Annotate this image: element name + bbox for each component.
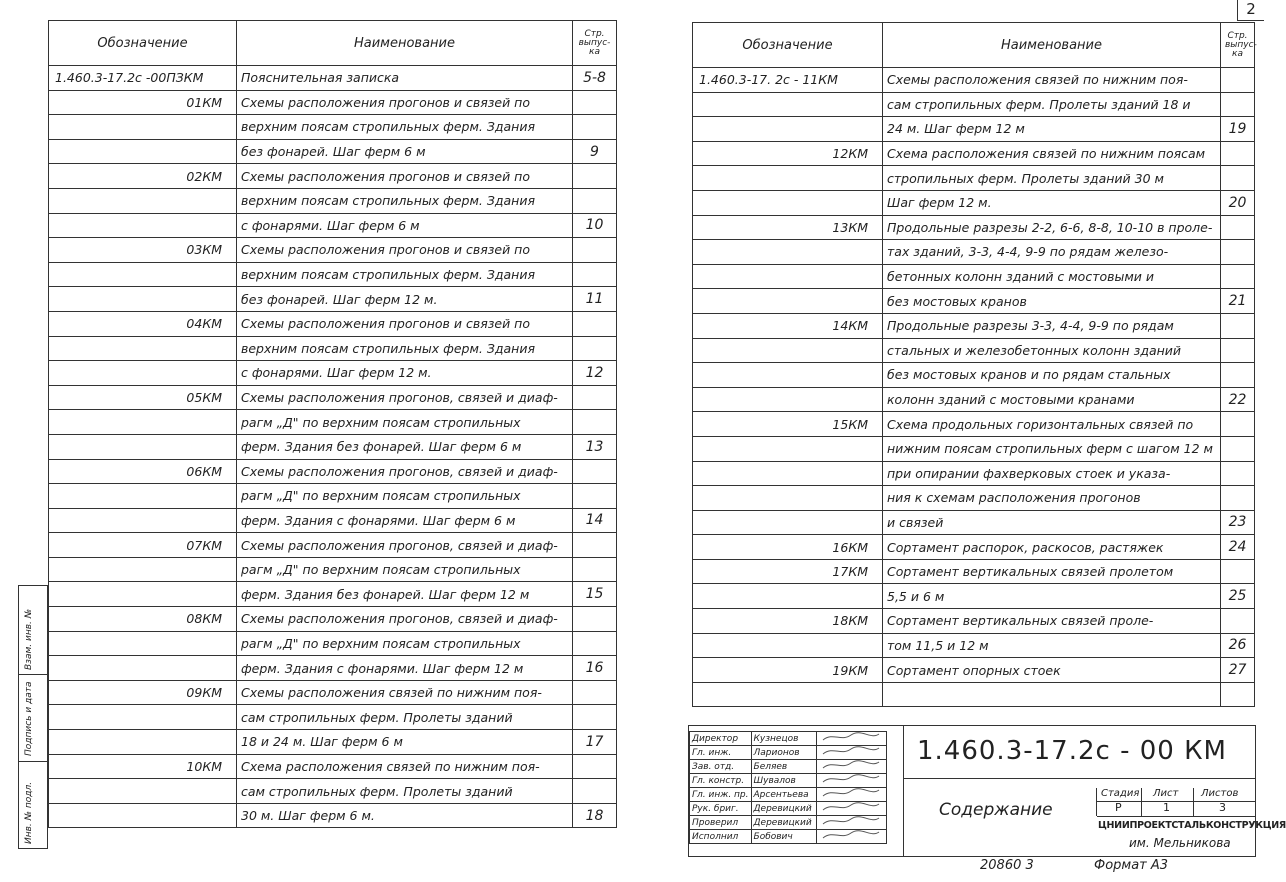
signature-person: Арсентьева: [751, 788, 817, 802]
table-row: [693, 117, 1255, 142]
designation-cell: 12КМ: [693, 141, 883, 166]
page-cell: 26: [1221, 633, 1255, 658]
table-row: [693, 141, 1255, 166]
signature-row: [690, 774, 887, 788]
table-row: [693, 240, 1255, 265]
page-cell: [1221, 338, 1255, 363]
designation-cell: [693, 510, 883, 535]
signature-role: Гл. инж. пр.: [690, 788, 752, 802]
table-row: [49, 533, 617, 558]
table-row: [693, 658, 1255, 683]
table-row: [693, 559, 1255, 584]
name-cell: Схема расположения связей по нижним поя-: [237, 754, 573, 779]
stage-label: Стадия: [1101, 788, 1140, 799]
name-cell: [883, 682, 1221, 707]
document-title: Содержание: [939, 800, 1053, 820]
signature-row: [690, 760, 887, 774]
name-cell: тах зданий, 3-3, 4-4, 9-9 по рядам железо-: [883, 240, 1221, 265]
sheet-number: 2: [1237, 0, 1264, 21]
designation-cell: [49, 188, 237, 213]
designation-cell: [49, 336, 237, 361]
page-cell: [1221, 313, 1255, 338]
page-cell: [573, 680, 617, 705]
page-cell: 12: [573, 361, 617, 386]
table-row: [49, 754, 617, 779]
inventory-number: 20860 3: [980, 858, 1034, 873]
table-row: [49, 287, 617, 312]
header-designation: Обозначение: [693, 23, 883, 68]
document-code: 1.460.3-17.2с - 00 КМ: [917, 736, 1227, 766]
designation-cell: [693, 363, 883, 388]
name-cell: Схемы расположения прогонов, связей и диаф-: [237, 607, 573, 632]
page-cell: [1221, 682, 1255, 707]
page-cell: [1221, 436, 1255, 461]
page-cell: 20: [1221, 190, 1255, 215]
table-row: [49, 656, 617, 681]
sidebar-label-sign: Подпись и дата: [24, 681, 34, 756]
name-cell: стропильных ферм. Пролеты зданий 30 м: [883, 166, 1221, 191]
page-cell: [1221, 166, 1255, 191]
designation-cell: [49, 410, 237, 435]
header-name: Наименование: [237, 21, 573, 66]
signature-mark: [817, 760, 887, 774]
designation-cell: [693, 289, 883, 314]
name-cell: Схема расположения связей по нижним поясам: [883, 141, 1221, 166]
name-cell: ферм. Здания без фонарей. Шаг ферм 6 м: [237, 434, 573, 459]
signature-role: Гл. инж.: [690, 746, 752, 760]
page-cell: [1221, 363, 1255, 388]
contents-table-right: [692, 22, 1255, 707]
page-cell: 15: [573, 582, 617, 607]
page-cell: [1221, 412, 1255, 437]
page-cell: 10: [573, 213, 617, 238]
name-cell: верхним поясам стропильных ферм. Здания: [237, 188, 573, 213]
designation-cell: [693, 436, 883, 461]
table-row: [693, 584, 1255, 609]
signature-mark: [817, 830, 887, 844]
designation-cell: [693, 486, 883, 511]
table-row: [693, 264, 1255, 289]
signature-role: Гл. констр.: [690, 774, 752, 788]
designation-cell: [49, 484, 237, 509]
stage-grid: [1096, 788, 1256, 816]
page-cell: [1221, 141, 1255, 166]
organization-subtitle: им. Мельникова: [1129, 836, 1231, 850]
signature-person: Бобович: [751, 830, 817, 844]
designation-cell: 05КМ: [49, 385, 237, 410]
vertical-divider: [903, 726, 904, 856]
name-cell: стальных и железобетонных колонн зданий: [883, 338, 1221, 363]
designation-cell: 04КМ: [49, 311, 237, 336]
page-cell: [1221, 461, 1255, 486]
designation-cell: [693, 264, 883, 289]
page-cell: 13: [573, 434, 617, 459]
designation-cell: 1.460.3-17. 2с - 11КМ: [693, 68, 883, 93]
page-cell: 9: [573, 139, 617, 164]
name-cell: ферм. Здания без фонарей. Шаг ферм 12 м: [237, 582, 573, 607]
designation-cell: 17КМ: [693, 559, 883, 584]
page-cell: 21: [1221, 289, 1255, 314]
page-cell: [573, 607, 617, 632]
page-cell: 27: [1221, 658, 1255, 683]
sheet-label: Лист: [1153, 788, 1179, 799]
page-cell: [1221, 264, 1255, 289]
page-cell: [573, 557, 617, 582]
table-row: [49, 459, 617, 484]
designation-cell: [49, 656, 237, 681]
name-cell: Сортамент опорных стоек: [883, 658, 1221, 683]
page-cell: [573, 238, 617, 263]
designation-cell: [49, 262, 237, 287]
name-cell: без фонарей. Шаг ферм 6 м: [237, 139, 573, 164]
name-cell: верхним поясам стропильных ферм. Здания: [237, 115, 573, 140]
name-cell: сам стропильных ферм. Пролеты зданий: [237, 779, 573, 804]
table-row: [49, 188, 617, 213]
name-cell: с фонарями. Шаг ферм 12 м.: [237, 361, 573, 386]
name-cell: без мостовых кранов: [883, 289, 1221, 314]
page-cell: [573, 754, 617, 779]
table-row: [693, 436, 1255, 461]
designation-cell: [49, 434, 237, 459]
organization-name: ЦНИИПРОЕКТСТАЛЬКОНСТРУКЦИЯ: [1098, 820, 1286, 831]
name-cell: верхним поясам стропильных ферм. Здания: [237, 262, 573, 287]
sidebar-label-replace: Взам. инв. №: [24, 608, 34, 670]
page-cell: [573, 484, 617, 509]
table-row: [693, 510, 1255, 535]
name-cell: Схемы расположения связей по нижним поя-: [883, 68, 1221, 93]
contents-table-left: [48, 20, 617, 828]
signature-role: Зав. отд.: [690, 760, 752, 774]
table-row: [693, 633, 1255, 658]
signature-person: Ларионов: [751, 746, 817, 760]
designation-cell: [49, 631, 237, 656]
table-row: [693, 387, 1255, 412]
name-cell: ферм. Здания с фонарями. Шаг ферм 6 м: [237, 508, 573, 533]
designation-cell: [49, 730, 237, 755]
page-cell: [1221, 486, 1255, 511]
designation-cell: [49, 287, 237, 312]
page-cell: 22: [1221, 387, 1255, 412]
designation-cell: 06КМ: [49, 459, 237, 484]
page-cell: [573, 631, 617, 656]
designation-cell: [49, 705, 237, 730]
signature-mark: [817, 732, 887, 746]
designation-cell: [693, 682, 883, 707]
table-row: [49, 115, 617, 140]
designation-cell: 15КМ: [693, 412, 883, 437]
table-row: [49, 434, 617, 459]
page-cell: 23: [1221, 510, 1255, 535]
name-cell: рагм „Д" по верхним поясам стропильных: [237, 484, 573, 509]
page-cell: 25: [1221, 584, 1255, 609]
page-cell: 5-8: [573, 66, 617, 91]
table-row: [49, 311, 617, 336]
name-cell: колонн зданий с мостовыми кранами: [883, 387, 1221, 412]
name-cell: нижним поясам стропильных ферм с шагом 12 м: [883, 436, 1221, 461]
title-block: [688, 725, 1286, 857]
designation-cell: [693, 633, 883, 658]
designation-cell: [49, 779, 237, 804]
page-cell: [1221, 609, 1255, 634]
page-cell: [573, 164, 617, 189]
designation-cell: [49, 508, 237, 533]
page-cell: [1221, 240, 1255, 265]
designation-cell: 10КМ: [49, 754, 237, 779]
table-row: [49, 730, 617, 755]
page-cell: [573, 188, 617, 213]
designation-cell: 16КМ: [693, 535, 883, 560]
table-row: [49, 680, 617, 705]
name-cell: Сортамент вертикальных связей проле-: [883, 609, 1221, 634]
signature-person: Кузнецов: [751, 732, 817, 746]
table-row: [49, 361, 617, 386]
table-row: [49, 779, 617, 804]
signature-table: [689, 731, 887, 844]
name-cell: Схемы расположения прогонов и связей по: [237, 90, 573, 115]
table-row: [49, 385, 617, 410]
table-row: [693, 190, 1255, 215]
designation-cell: 14КМ: [693, 313, 883, 338]
name-cell: при опирании фахверковых стоек и указа-: [883, 461, 1221, 486]
table-row: [49, 164, 617, 189]
designation-cell: [693, 117, 883, 142]
name-cell: ния к схемам расположения прогонов: [883, 486, 1221, 511]
designation-cell: 08КМ: [49, 607, 237, 632]
signature-person: Деревицкий: [751, 816, 817, 830]
table-row: [49, 484, 617, 509]
page-cell: 14: [573, 508, 617, 533]
margin-stamp: [18, 585, 48, 849]
page-cell: [1221, 559, 1255, 584]
designation-cell: [693, 92, 883, 117]
name-cell: Сортамент распорок, раскосов, растяжек: [883, 535, 1221, 560]
table-row: [49, 90, 617, 115]
name-cell: Схемы расположения прогонов и связей по: [237, 311, 573, 336]
designation-cell: [49, 803, 237, 828]
table-row: [49, 508, 617, 533]
name-cell: 24 м. Шаг ферм 12 м: [883, 117, 1221, 142]
page-cell: [573, 779, 617, 804]
page-cell: 11: [573, 287, 617, 312]
page-cell: 18: [573, 803, 617, 828]
name-cell: без мостовых кранов и по рядам стальных: [883, 363, 1221, 388]
designation-cell: [49, 557, 237, 582]
name-cell: Схемы расположения прогонов, связей и диаф-: [237, 533, 573, 558]
table-row: [49, 631, 617, 656]
name-cell: Схемы расположения прогонов и связей по: [237, 164, 573, 189]
designation-cell: [49, 361, 237, 386]
signature-role: Проверил: [690, 816, 752, 830]
page-cell: [573, 410, 617, 435]
table-row: [693, 338, 1255, 363]
name-cell: сам стропильных ферм. Пролеты зданий: [237, 705, 573, 730]
format-label: Формат А3: [1094, 858, 1169, 873]
table-row: [49, 336, 617, 361]
name-cell: том 11,5 и 12 м: [883, 633, 1221, 658]
header-name: Наименование: [883, 23, 1221, 68]
sheet-value: 1: [1163, 801, 1170, 814]
signature-mark: [817, 774, 887, 788]
signature-row: [690, 830, 887, 844]
page-cell: [573, 385, 617, 410]
designation-cell: [49, 582, 237, 607]
table-row: [693, 535, 1255, 560]
name-cell: Схемы расположения прогонов, связей и диаф-: [237, 459, 573, 484]
page-cell: 16: [573, 656, 617, 681]
table-row: [49, 66, 617, 91]
table-row: [49, 607, 617, 632]
name-cell: Схемы расположения прогонов и связей по: [237, 238, 573, 263]
table-row: [693, 609, 1255, 634]
designation-cell: [693, 240, 883, 265]
sheets-value: 3: [1219, 801, 1226, 814]
name-cell: верхним поясам стропильных ферм. Здания: [237, 336, 573, 361]
name-cell: 5,5 и 6 м: [883, 584, 1221, 609]
table-row: [693, 68, 1255, 93]
designation-cell: [693, 461, 883, 486]
table-row: [49, 139, 617, 164]
table-row: [49, 557, 617, 582]
table-row: [49, 238, 617, 263]
page-cell: 17: [573, 730, 617, 755]
designation-cell: 07КМ: [49, 533, 237, 558]
signature-mark: [817, 788, 887, 802]
page-cell: [1221, 68, 1255, 93]
page-cell: [1221, 215, 1255, 240]
signature-role: Директор: [690, 732, 752, 746]
table-row: [693, 363, 1255, 388]
signature-role: Исполнил: [690, 830, 752, 844]
name-cell: Шаг ферм 12 м.: [883, 190, 1221, 215]
designation-cell: 09КМ: [49, 680, 237, 705]
table-row: [49, 213, 617, 238]
signature-mark: [817, 746, 887, 760]
designation-cell: [693, 387, 883, 412]
name-cell: Схема продольных горизонтальных связей по: [883, 412, 1221, 437]
page-cell: [573, 311, 617, 336]
name-cell: Продольные разрезы 3-3, 4-4, 9-9 по рядам: [883, 313, 1221, 338]
signature-row: [690, 816, 887, 830]
table-row: [693, 461, 1255, 486]
name-cell: рагм „Д" по верхним поясам стропильных: [237, 410, 573, 435]
page-cell: [573, 90, 617, 115]
header-designation: Обозначение: [49, 21, 237, 66]
table-row: [693, 215, 1255, 240]
page-cell: [573, 336, 617, 361]
designation-cell: 13КМ: [693, 215, 883, 240]
signature-mark: [817, 816, 887, 830]
name-cell: ферм. Здания с фонарями. Шаг ферм 12 м: [237, 656, 573, 681]
table-row: [693, 486, 1255, 511]
name-cell: сам стропильных ферм. Пролеты зданий 18 и: [883, 92, 1221, 117]
stage-value: Р: [1115, 801, 1122, 814]
table-row: [49, 262, 617, 287]
signature-person: Деревицкий: [751, 802, 817, 816]
name-cell: с фонарями. Шаг ферм 6 м: [237, 213, 573, 238]
designation-cell: 19КМ: [693, 658, 883, 683]
page-cell: [573, 459, 617, 484]
name-cell: и связей: [883, 510, 1221, 535]
signature-row: [690, 732, 887, 746]
name-cell: рагм „Д" по верхним поясам стропильных: [237, 557, 573, 582]
name-cell: Продольные разрезы 2-2, 6-6, 8-8, 10-10 в проле-: [883, 215, 1221, 240]
table-row: [49, 803, 617, 828]
table-row: [693, 682, 1255, 707]
table-row: [693, 92, 1255, 117]
sheets-label: Листов: [1201, 788, 1239, 799]
name-cell: рагм „Д" по верхним поясам стропильных: [237, 631, 573, 656]
designation-cell: 18КМ: [693, 609, 883, 634]
signature-person: Беляев: [751, 760, 817, 774]
name-cell: бетонных колонн зданий с мостовыми и: [883, 264, 1221, 289]
name-cell: без фонарей. Шаг ферм 12 м.: [237, 287, 573, 312]
name-cell: Схемы расположения прогонов, связей и диаф-: [237, 385, 573, 410]
table-row: [49, 705, 617, 730]
signature-role: Рук. бриг.: [690, 802, 752, 816]
page-cell: [573, 115, 617, 140]
table-row: [693, 289, 1255, 314]
table-row: [693, 166, 1255, 191]
signature-row: [690, 788, 887, 802]
signature-row: [690, 746, 887, 760]
designation-cell: 03КМ: [49, 238, 237, 263]
header-page: Стр. выпус- ка: [573, 21, 617, 66]
sidebar-label-inv: Инв. № подл.: [24, 781, 34, 844]
name-cell: Схемы расположения связей по нижним поя-: [237, 680, 573, 705]
page-cell: [573, 262, 617, 287]
table-row: [693, 313, 1255, 338]
designation-cell: [693, 338, 883, 363]
signature-row: [690, 802, 887, 816]
page-cell: [573, 533, 617, 558]
name-cell: Сортамент вертикальных связей пролетом: [883, 559, 1221, 584]
name-cell: Пояснительная записка: [237, 66, 573, 91]
designation-cell: 02КМ: [49, 164, 237, 189]
designation-cell: [693, 166, 883, 191]
signature-person: Шувалов: [751, 774, 817, 788]
page-cell: [573, 705, 617, 730]
designation-cell: [693, 584, 883, 609]
signature-mark: [817, 802, 887, 816]
page-cell: [1221, 92, 1255, 117]
page-cell: 19: [1221, 117, 1255, 142]
horizontal-divider: [903, 778, 1255, 779]
designation-cell: 1.460.3-17.2с -00ПЗКМ: [49, 66, 237, 91]
header-page: Стр. выпус- ка: [1221, 23, 1255, 68]
name-cell: 18 и 24 м. Шаг ферм 6 м: [237, 730, 573, 755]
table-row: [693, 412, 1255, 437]
table-row: [49, 582, 617, 607]
designation-cell: [49, 213, 237, 238]
designation-cell: [49, 115, 237, 140]
designation-cell: 01КМ: [49, 90, 237, 115]
name-cell: 30 м. Шаг ферм 6 м.: [237, 803, 573, 828]
designation-cell: [49, 139, 237, 164]
page-cell: 24: [1221, 535, 1255, 560]
designation-cell: [693, 190, 883, 215]
table-row: [49, 410, 617, 435]
